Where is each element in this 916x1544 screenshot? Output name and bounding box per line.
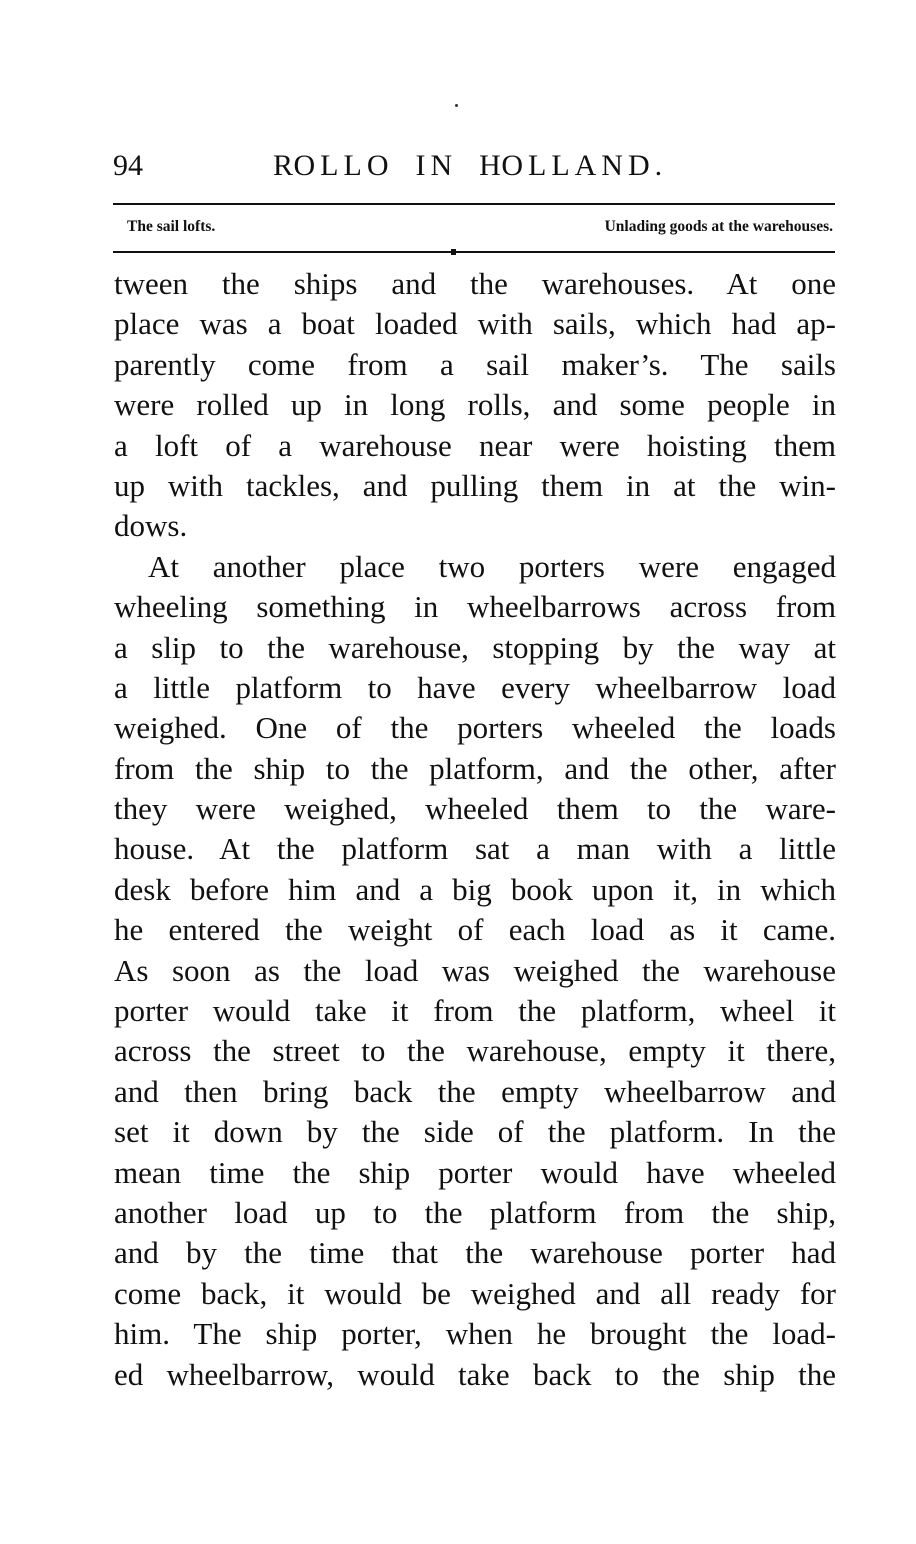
header-rule-bottom: [113, 251, 835, 253]
text-line: dows.: [114, 508, 188, 544]
text-line: ed wheelbarrow, would take back to the ship the: [114, 1356, 836, 1392]
text-line: and by the time that the warehouse porter had: [114, 1235, 836, 1271]
text-line: another load up to the platform from the ship,: [114, 1194, 836, 1230]
title-part: OLLO: [293, 149, 394, 182]
text-line: him. The ship porter, when he brought the load-: [114, 1316, 836, 1352]
title-part: R: [273, 149, 294, 182]
text-line: across the street to the warehouse, empty it there,: [114, 1033, 836, 1069]
text-line: from the ship to the platform, and the other, after: [114, 750, 836, 786]
text-line: desk before him and a big book upon it, in which: [114, 871, 836, 907]
text-line: and then bring back the empty wheelbarrow and: [114, 1073, 836, 1109]
text-line: At another place two porters were engaged: [148, 548, 836, 584]
text-line: house. At the platform sat a man with a little: [114, 831, 836, 867]
title-part: .: [654, 149, 663, 182]
text-line: As soon as the load was weighed the warehouse: [114, 952, 836, 988]
text-line: a slip to the warehouse, stopping by the way at: [114, 629, 836, 665]
text-line: set it down by the side of the platform. In the: [114, 1114, 836, 1150]
text-line: place was a boat loaded with sails, which had ap-: [114, 306, 836, 342]
text-line: come back, it would be weighed and all ready for: [114, 1275, 836, 1311]
running-head: [113, 146, 835, 186]
book-title: [273, 146, 663, 186]
sidenotes: [127, 214, 833, 240]
page-number: 94: [113, 149, 143, 182]
sidenote-left: The sail lofts.: [127, 218, 216, 235]
text-line: a loft of a warehouse near were hoisting them: [114, 427, 836, 463]
sidenote-right: Unlading goods at the warehouses.: [604, 218, 833, 235]
text-line: wheeling something in wheelbarrows across from: [114, 589, 836, 625]
title-part: H: [479, 149, 502, 182]
text-line: mean time the ship porter would have wheeled: [114, 1154, 836, 1190]
header-rule-top: [113, 203, 835, 205]
title-part: IN: [415, 149, 458, 182]
text-line: weighed. One of the porters wheeled the loads: [114, 710, 836, 746]
text-line: porter would take it from the platform, wheel it: [114, 993, 836, 1029]
printer-speck: [455, 104, 458, 107]
text-line: he entered the weight of each load as it came.: [114, 912, 836, 948]
rule-mark: [451, 249, 456, 255]
body-text: [114, 264, 836, 1395]
text-line: tween the ships and the warehouses. At one: [114, 266, 836, 301]
text-line: were rolled up in long rolls, and some people in: [114, 387, 836, 423]
text-line: parently come from a sail maker’s. The sails: [114, 346, 836, 382]
text-line: a little platform to have every wheelbarrow load: [114, 669, 836, 705]
text-line: they were weighed, wheeled them to the ware-: [114, 791, 836, 827]
text-line: up with tackles, and pulling them in at the win-: [114, 467, 836, 503]
title-part: OLLAND: [501, 149, 655, 182]
